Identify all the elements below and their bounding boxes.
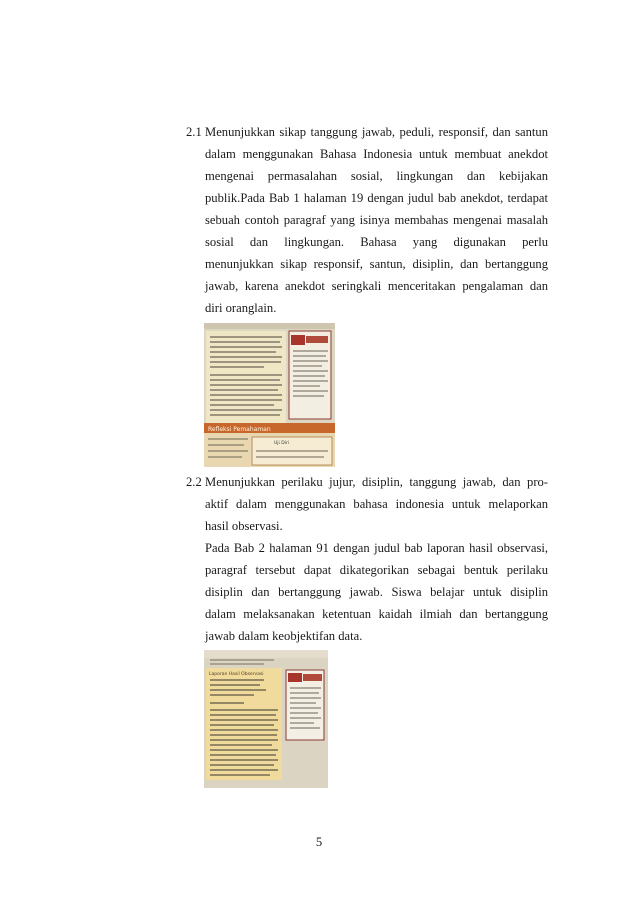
text-line: publik.Pada Bab 1 halaman 19 dengan judul bab anekdot, terdapat	[205, 191, 548, 205]
text-line: diri oranglain.	[205, 301, 277, 315]
section-number: 2.2	[186, 475, 202, 489]
photo-heading: Refleksi Pemahaman	[208, 426, 271, 433]
section-number: 2.1	[186, 125, 202, 139]
textbook-photo-graphic	[204, 323, 335, 467]
text-line: sosial dan lingkungan. Bahasa yang digunakan perlu	[205, 235, 548, 249]
text-line: jawab dalam keobjektifan data.	[205, 629, 363, 643]
text-line: disiplin dan bertanggung jawab. Siswa belajar untuk disiplin	[205, 585, 548, 599]
text-line: sebuah contoh paragraf yang isinya membahas mengenai masalah	[205, 213, 548, 227]
textbook-photo-bab2	[204, 650, 328, 788]
text-line: Menunjukkan perilaku jujur, disiplin, tanggung jawab, dan pro-	[205, 475, 548, 489]
photo-heading: Laporan Hasil Observasi	[209, 672, 264, 677]
text-line: aktif dalam menggunakan bahasa indonesia untuk melaporkan	[205, 497, 548, 511]
text-line: paragraf tersebut dapat dikategorikan sebagai bentuk perilaku	[205, 563, 548, 577]
photo-subheading: Uji Diri	[274, 441, 290, 446]
text-line: dalam menggunakan Bahasa Indonesia untuk membuat anekdot	[205, 147, 548, 161]
text-line: jawab, karena anekdot seringkali menceritakan pengalaman dan	[205, 279, 548, 293]
text-line: Menunjukkan sikap tanggung jawab, peduli, responsif, dan santun	[205, 125, 548, 139]
text-line: hasil observasi.	[205, 519, 283, 533]
text-line: menunjukkan sikap responsif, santun, disiplin, dan bertanggung	[205, 257, 548, 271]
textbook-photo-bab1	[204, 323, 335, 467]
textbook-photo-graphic	[204, 650, 328, 788]
text-line: mengenai permasalahan sosial, lingkungan dan kebijakan	[205, 169, 548, 183]
text-line: Pada Bab 2 halaman 91 dengan judul bab laporan hasil observasi,	[205, 541, 548, 555]
page-number: 5	[315, 835, 323, 849]
text-line: dalam melaksanakan ketentuan kaidah ilmiah dan bertanggung	[205, 607, 548, 621]
